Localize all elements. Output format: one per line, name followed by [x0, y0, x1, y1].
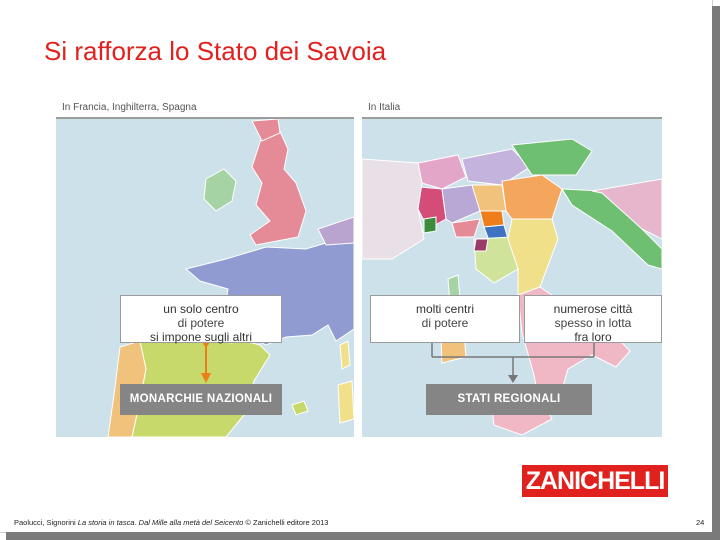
left-callout-line-2: di potere	[177, 316, 225, 330]
left-panel-header: In Francia, Inghilterra, Spagna	[56, 97, 354, 119]
left-arrow	[196, 343, 216, 385]
right-connector	[424, 343, 604, 385]
sardinia-region	[338, 381, 354, 423]
zanichelli-logo: ZANICHELLI	[522, 465, 668, 497]
left-callout-line-1: un solo centro	[163, 302, 239, 316]
footer-book-title: La storia in tasca. Dal Mille alla metà del Seicento	[77, 518, 244, 527]
footer-citation	[14, 518, 328, 527]
right-callout-right-line-2: spesso in lotta	[554, 316, 632, 330]
right-callout-left-line-1: molti centri	[415, 302, 474, 316]
low-countries-region	[318, 217, 354, 245]
right-callout-right-line-1: numerose città	[553, 302, 633, 316]
right-callout-left	[370, 295, 520, 343]
page-number: 24	[696, 518, 705, 527]
footer-authors: Paolucci, Signorini	[14, 518, 78, 527]
monferrato-region	[424, 217, 436, 233]
left-callout-line-3: si impone sugli altri	[149, 330, 253, 344]
right-panel-header: In Italia	[362, 97, 662, 119]
swiss-region	[418, 155, 466, 189]
right-callout-right-line-3: fra loro	[574, 330, 612, 344]
lucca-region	[474, 239, 488, 251]
footer-publisher: © Zanichelli editore 2013	[243, 518, 329, 527]
right-callout-left-line-2: di potere	[421, 316, 469, 330]
comparison-figure	[56, 97, 662, 437]
mantua-region	[480, 211, 504, 227]
england-region	[250, 127, 306, 245]
slide-title: Si rafforza lo Stato dei Savoia	[44, 36, 387, 66]
balearic-region	[292, 401, 308, 415]
left-callout	[120, 295, 282, 343]
ireland-region	[204, 169, 236, 211]
right-callout-right	[524, 295, 662, 343]
france-edge-region	[362, 159, 424, 259]
papal-states-region	[508, 219, 558, 295]
monarchie-nazionali-label: MONARCHIE NAZIONALI	[120, 384, 282, 415]
slide-shadow-right	[712, 6, 720, 540]
corsica-region	[340, 341, 350, 369]
venice-region	[502, 175, 562, 219]
stati-regionali-label: STATI REGIONALI	[426, 384, 592, 415]
slide-shadow-bottom	[6, 532, 720, 540]
